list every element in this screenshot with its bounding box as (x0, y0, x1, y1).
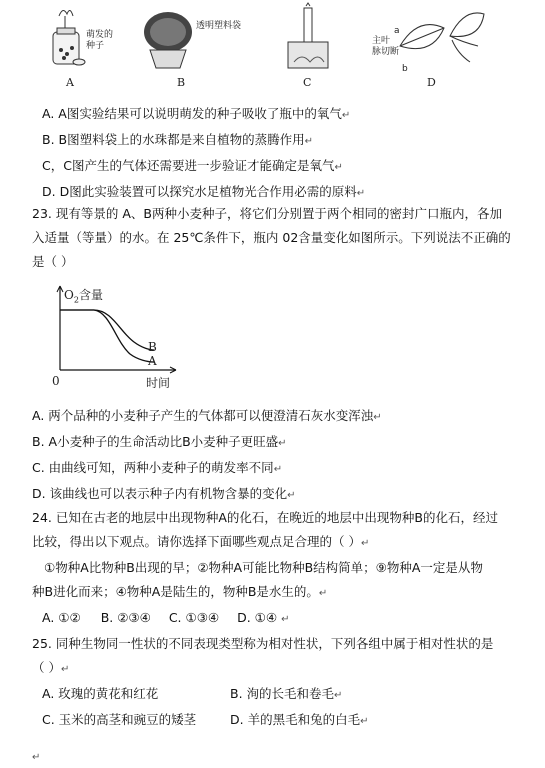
q22-option-b: B. B图塑料袋上的水珠都是来自植物的蒸腾作用↵ (42, 132, 313, 147)
graph-curve-label-a: A (148, 354, 157, 368)
q23-stem-line-1: 23. 现有等景的 A、B两种小麦种子，将它们分别置于两个相同的密封广口瓶内，各加 (32, 206, 502, 221)
graph-ylabel: $O_2$含量 (64, 288, 103, 305)
q23-option-c: C. 由曲线可知，两种小麦种子的萌发率不同↵ (32, 460, 283, 475)
figure-label-c: C (303, 76, 312, 89)
bag-annotation: 透明塑料袋 (196, 21, 242, 31)
q24-views-line-1: ①物种A比物种B出现的早；②物种A可能比物种B结构简单；⑨物种A一定是从物 (44, 560, 483, 575)
q25-stem-line-1: 25. 同种生物同一性状的不同表现类型称为相对性状，下列各组中属于相对性状的是 (32, 636, 494, 651)
q24-option-d: D. ①④ (237, 610, 278, 625)
leaf-illustration (390, 6, 500, 72)
q24-stem-line-2: 比较，得出以下观点。请你选择下面哪些观点足合理的（ ）↵ (32, 534, 370, 549)
leaf-annotation-a: a (394, 26, 400, 36)
beaker-tube-illustration (280, 2, 340, 72)
q23-option-a: A. 两个品种的小麦种子产生的气体都可以便澄清石灰水变浑浊↵ (32, 408, 382, 423)
q25-options-row-1: A. 玫瑰的黄花和红花 B. 洵的长毛和卷毛↵ (42, 686, 343, 701)
figure-apparatus-row (0, 0, 545, 92)
seed-annotation: 萌发的 种子 (86, 30, 114, 51)
figure-label-d: D (427, 76, 436, 89)
q25-stem-line-2: （ ）↵ (32, 660, 70, 675)
q25-options-row-2: C. 玉米的高茎和豌豆的矮茎 D. 羊的黑毛和兔的白毛↵ (42, 712, 369, 727)
q24-option-a: A. ①② (42, 610, 81, 625)
q24-option-c: C. ①③④ (168, 610, 220, 625)
q24-stem-line-1: 24. 已知在古老的地层中出现物种A的化石，在晚近的地层中出现物种B的化石，经过 (32, 510, 498, 525)
figure-label-a: A (66, 76, 74, 89)
q23-stem-line-2: 入适量（等量）的水。在 25℃条件下，瓶内 02含量变化如图所示。下列说法不正确的 (32, 230, 511, 245)
vein-cut-annotation: 主叶 脉切断 (372, 36, 400, 57)
q23-option-d: D. 该曲线也可以表示种子内有机物含暴的变化↵ (32, 486, 296, 501)
q24-views-line-2: 种B进化而来；④物种A是陆生的，物种B是水生的。↵ (32, 584, 328, 599)
graph-curve-label-b: B (148, 340, 157, 354)
q25-option-a: A. 玫瑰的黄花和红花 (42, 686, 159, 701)
q25-option-d: D. 羊的黑毛和兔的白毛 (230, 712, 361, 727)
graph-xlabel: 时间 (146, 376, 171, 390)
q22-option-d: D. D图此实验装置可以探究水足植物光合作用必需的原料↵ (42, 184, 366, 199)
leaf-annotation-b: b (402, 64, 408, 74)
curve-b (60, 310, 154, 350)
q23-option-b: B. A小麦种子的生命活动比B小麦种子更旺盛↵ (32, 434, 287, 449)
trailing-return-mark: ↵ (32, 752, 41, 763)
q23-stem-line-3: 是（ ） (32, 254, 74, 269)
q22-option-a: A. A图实验结果可以说明萌发的种子吸收了瓶中的氧气↵ (42, 106, 351, 121)
q25-option-c: C. 玉米的高茎和豌豆的矮茎 (42, 712, 197, 727)
figure-label-b: B (177, 76, 186, 89)
bagged-plant-illustration (140, 4, 200, 72)
q24-option-b: B. ②③④ (100, 610, 151, 625)
oxygen-graph (50, 282, 180, 390)
q22-option-c: C，C图产生的气体还需要进一步验证才能确定是氧气↵ (42, 158, 343, 173)
q25-option-b: B. 洵的长毛和卷毛 (230, 686, 335, 701)
q24-options: A. ①② B. ②③④ C. ①③④ D. ①④ ↵ (42, 610, 290, 625)
curve-a (60, 310, 154, 362)
graph-origin: 0 (52, 374, 60, 388)
